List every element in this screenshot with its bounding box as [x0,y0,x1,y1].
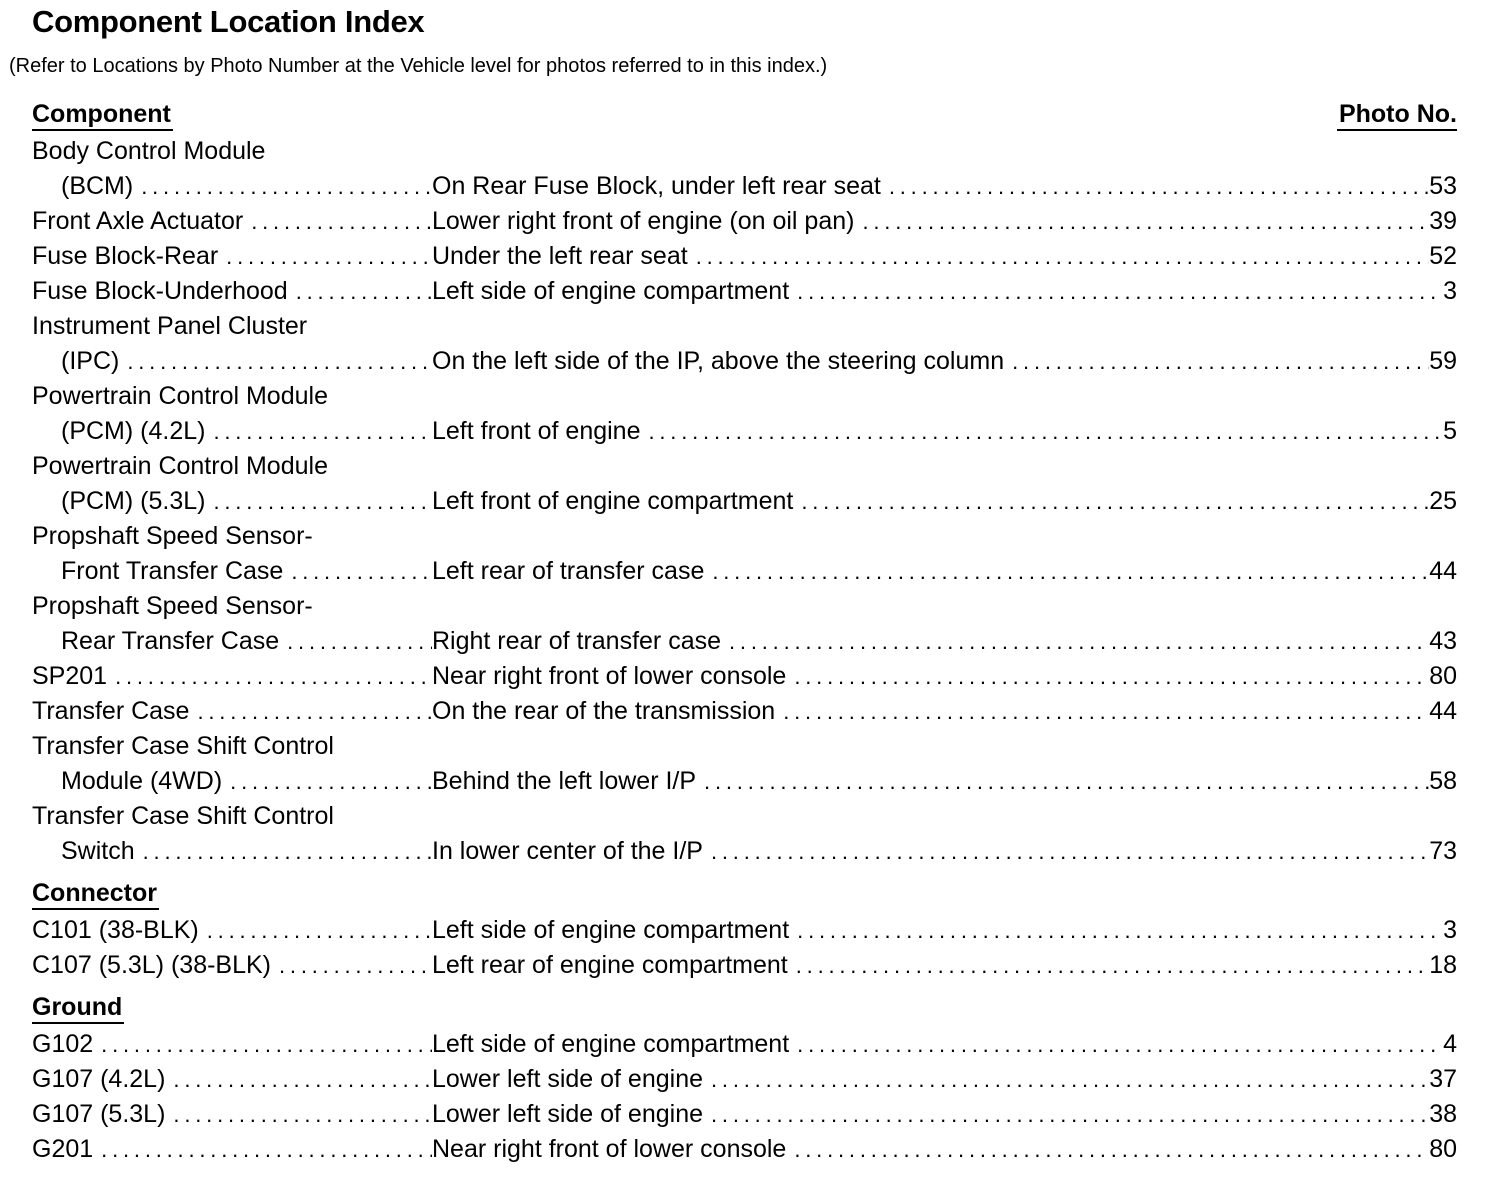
dot-leader [296,274,432,309]
component-name-text: C101 (38-BLK) [32,916,199,944]
component-name [32,729,432,764]
dot-leader [291,554,432,589]
location-text: Right rear of transfer case [432,627,722,655]
page-title: Component Location Index [32,4,425,39]
photo-number: 44 [1429,697,1457,725]
photo-number: 52 [1429,242,1457,270]
component-name-text: G201 [32,1135,94,1163]
dot-leader [796,948,1429,983]
location-text: Left front of engine compartment [432,487,794,515]
component-name-text: Transfer Case [32,697,190,725]
page-subtitle: (Refer to Locations by Photo Number at the Vehicle level for photos referred to in this index.) [9,55,828,77]
component-name-text: Fuse Block-Underhood [32,277,288,305]
index-entry [32,764,1457,799]
index-entry [32,1027,1457,1062]
photo-number: 39 [1429,207,1457,235]
location-text: Under the left rear seat [432,242,688,270]
component-name-text: G107 (4.2L) [32,1065,166,1093]
component-name [32,694,432,729]
component-name [32,1027,432,1062]
photo-number: 80 [1429,1135,1457,1163]
dot-leader [213,484,432,519]
dot-leader [143,834,432,869]
dot-leader [711,1097,1429,1132]
index-entry [32,694,1457,729]
index-entry [32,913,1457,948]
location-description [432,274,1443,309]
location-description [432,694,1429,729]
location-text: Lower left side of engine [432,1065,704,1093]
component-name [32,239,432,274]
component-name-text: Front Transfer Case [61,557,284,585]
location-text: Left side of engine compartment [432,277,790,305]
dot-leader [173,1062,432,1097]
component-name [32,274,432,309]
photo-number: 37 [1429,1065,1457,1093]
location-description [432,948,1429,983]
component-name [32,309,432,344]
component-name-text: Propshaft Speed Sensor- [32,522,313,550]
index-entry [32,1062,1457,1097]
dot-leader [251,204,432,239]
location-text: Near right front of lower console [432,1135,787,1163]
dot-leader [115,659,432,694]
location-text: On the left side of the IP, above the steering column [432,347,1005,375]
component-name [32,589,432,624]
photo-number: 44 [1429,557,1457,585]
component-name-text: Propshaft Speed Sensor- [32,592,313,620]
photo-number: 80 [1429,662,1457,690]
dot-leader [101,1132,432,1167]
dot-leader [711,834,1429,869]
location-text: Left rear of transfer case [432,557,705,585]
component-name [32,624,432,659]
photo-number: 59 [1429,347,1457,375]
component-name-text: Fuse Block-Rear [32,242,219,270]
component-name [32,764,432,799]
component-name-text: C107 (5.3L) (38-BLK) [32,951,272,979]
location-description [432,624,1429,659]
location-description [432,414,1443,449]
component-name-text: (BCM) [61,172,134,200]
index-entry [32,659,1457,694]
location-description [432,484,1429,519]
location-description [432,1097,1429,1132]
location-text: Left front of engine [432,417,641,445]
dot-leader [127,344,432,379]
location-text: Near right front of lower console [432,662,787,690]
component-name [32,554,432,589]
dot-leader [141,169,432,204]
location-text: On Rear Fuse Block, under left rear seat [432,172,881,200]
section-header [32,96,1457,134]
location-description [432,1027,1443,1062]
photo-number: 38 [1429,1100,1457,1128]
photo-number: 4 [1443,1030,1457,1058]
location-description [432,554,1429,589]
component-name-text: Switch [61,837,135,865]
component-name-text: Instrument Panel Cluster [32,312,308,340]
location-description [432,344,1429,379]
location-description [432,764,1429,799]
location-text: Lower left side of engine [432,1100,704,1128]
dot-leader [889,169,1429,204]
dot-leader [794,659,1429,694]
component-name [32,204,432,239]
photo-number: 58 [1429,767,1457,795]
index-entry [32,204,1457,239]
location-index [32,96,1457,1167]
component-name-text: G102 [32,1030,94,1058]
component-name-text: Transfer Case Shift Control [32,732,334,760]
location-description [432,239,1429,274]
index-entry [32,948,1457,983]
component-name [32,948,432,983]
component-name [32,519,432,554]
location-description [432,834,1429,869]
location-description [432,169,1429,204]
component-name [32,1062,432,1097]
component-name-text: Front Axle Actuator [32,207,244,235]
component-name [32,1097,432,1132]
dot-leader [279,948,432,983]
location-text: Left side of engine compartment [432,916,790,944]
component-name [32,1132,432,1167]
component-name [32,379,432,414]
dot-leader [1012,344,1429,379]
component-name [32,134,432,169]
index-entry [32,239,1457,274]
location-description [432,659,1429,694]
component-name-text: Module (4WD) [61,767,223,795]
index-entry [32,1132,1457,1167]
location-text: Left rear of engine compartment [432,951,788,979]
photo-number-heading: Photo No. [1337,100,1457,131]
section-heading: Component [32,100,173,131]
index-entry [32,169,1457,204]
component-name-text: Rear Transfer Case [61,627,280,655]
location-text: In lower center of the I/P [432,837,703,865]
dot-leader [197,694,432,729]
index-entry [32,484,1457,519]
dot-leader [287,624,432,659]
index-entry-name-line [32,729,1457,764]
dot-leader [801,484,1429,519]
index-entry [32,834,1457,869]
photo-number: 18 [1429,951,1457,979]
photo-number: 5 [1443,417,1457,445]
component-name-text: (IPC) [61,347,120,375]
index-entry-name-line [32,519,1457,554]
component-name [32,484,432,519]
section-header [32,989,1457,1027]
dot-leader [696,239,1429,274]
dot-leader [729,624,1429,659]
photo-number: 3 [1443,916,1457,944]
component-name [32,414,432,449]
component-name-text: Powertrain Control Module [32,452,328,480]
location-description [432,1132,1429,1167]
location-text: Left side of engine compartment [432,1030,790,1058]
dot-leader [213,414,432,449]
component-name [32,169,432,204]
component-name-text: Transfer Case Shift Control [32,802,334,830]
dot-leader [797,1027,1443,1062]
component-name [32,834,432,869]
location-description [432,204,1429,239]
index-entry-name-line [32,589,1457,624]
component-name [32,659,432,694]
dot-leader [101,1027,432,1062]
dot-leader [226,239,432,274]
location-text: Behind the left lower I/P [432,767,697,795]
photo-number: 53 [1429,172,1457,200]
section-heading: Ground [32,993,124,1024]
dot-leader [783,694,1429,729]
dot-leader [207,913,432,948]
component-name-text: Body Control Module [32,137,266,165]
index-entry [32,624,1457,659]
section-heading: Connector [32,879,159,910]
dot-leader [794,1132,1429,1167]
dot-leader [648,414,1443,449]
dot-leader [704,764,1429,799]
photo-number: 3 [1443,277,1457,305]
index-entry-name-line [32,449,1457,484]
component-name [32,344,432,379]
location-text: On the rear of the transmission [432,697,776,725]
index-entry [32,554,1457,589]
photo-number: 43 [1429,627,1457,655]
component-name-text: Powertrain Control Module [32,382,328,410]
dot-leader [797,913,1443,948]
component-name-text: G107 (5.3L) [32,1100,166,1128]
location-description [432,1062,1429,1097]
dot-leader [712,554,1429,589]
component-name-text: (PCM) (4.2L) [61,417,206,445]
index-entry-name-line [32,799,1457,834]
index-entry-name-line [32,309,1457,344]
dot-leader [862,204,1429,239]
dot-leader [797,274,1443,309]
dot-leader [711,1062,1429,1097]
component-name-text: (PCM) (5.3L) [61,487,206,515]
photo-number: 25 [1429,487,1457,515]
index-entry-name-line [32,379,1457,414]
component-name-text: SP201 [32,662,108,690]
photo-number: 73 [1429,837,1457,865]
component-name [32,449,432,484]
component-name [32,799,432,834]
location-description [432,913,1443,948]
dot-leader [230,764,432,799]
index-entry [32,414,1457,449]
index-entry [32,274,1457,309]
index-entry [32,1097,1457,1132]
index-entry-name-line [32,134,1457,169]
index-entry [32,344,1457,379]
component-name [32,913,432,948]
dot-leader [173,1097,432,1132]
location-text: Lower right front of engine (on oil pan) [432,207,855,235]
section-header [32,875,1457,913]
